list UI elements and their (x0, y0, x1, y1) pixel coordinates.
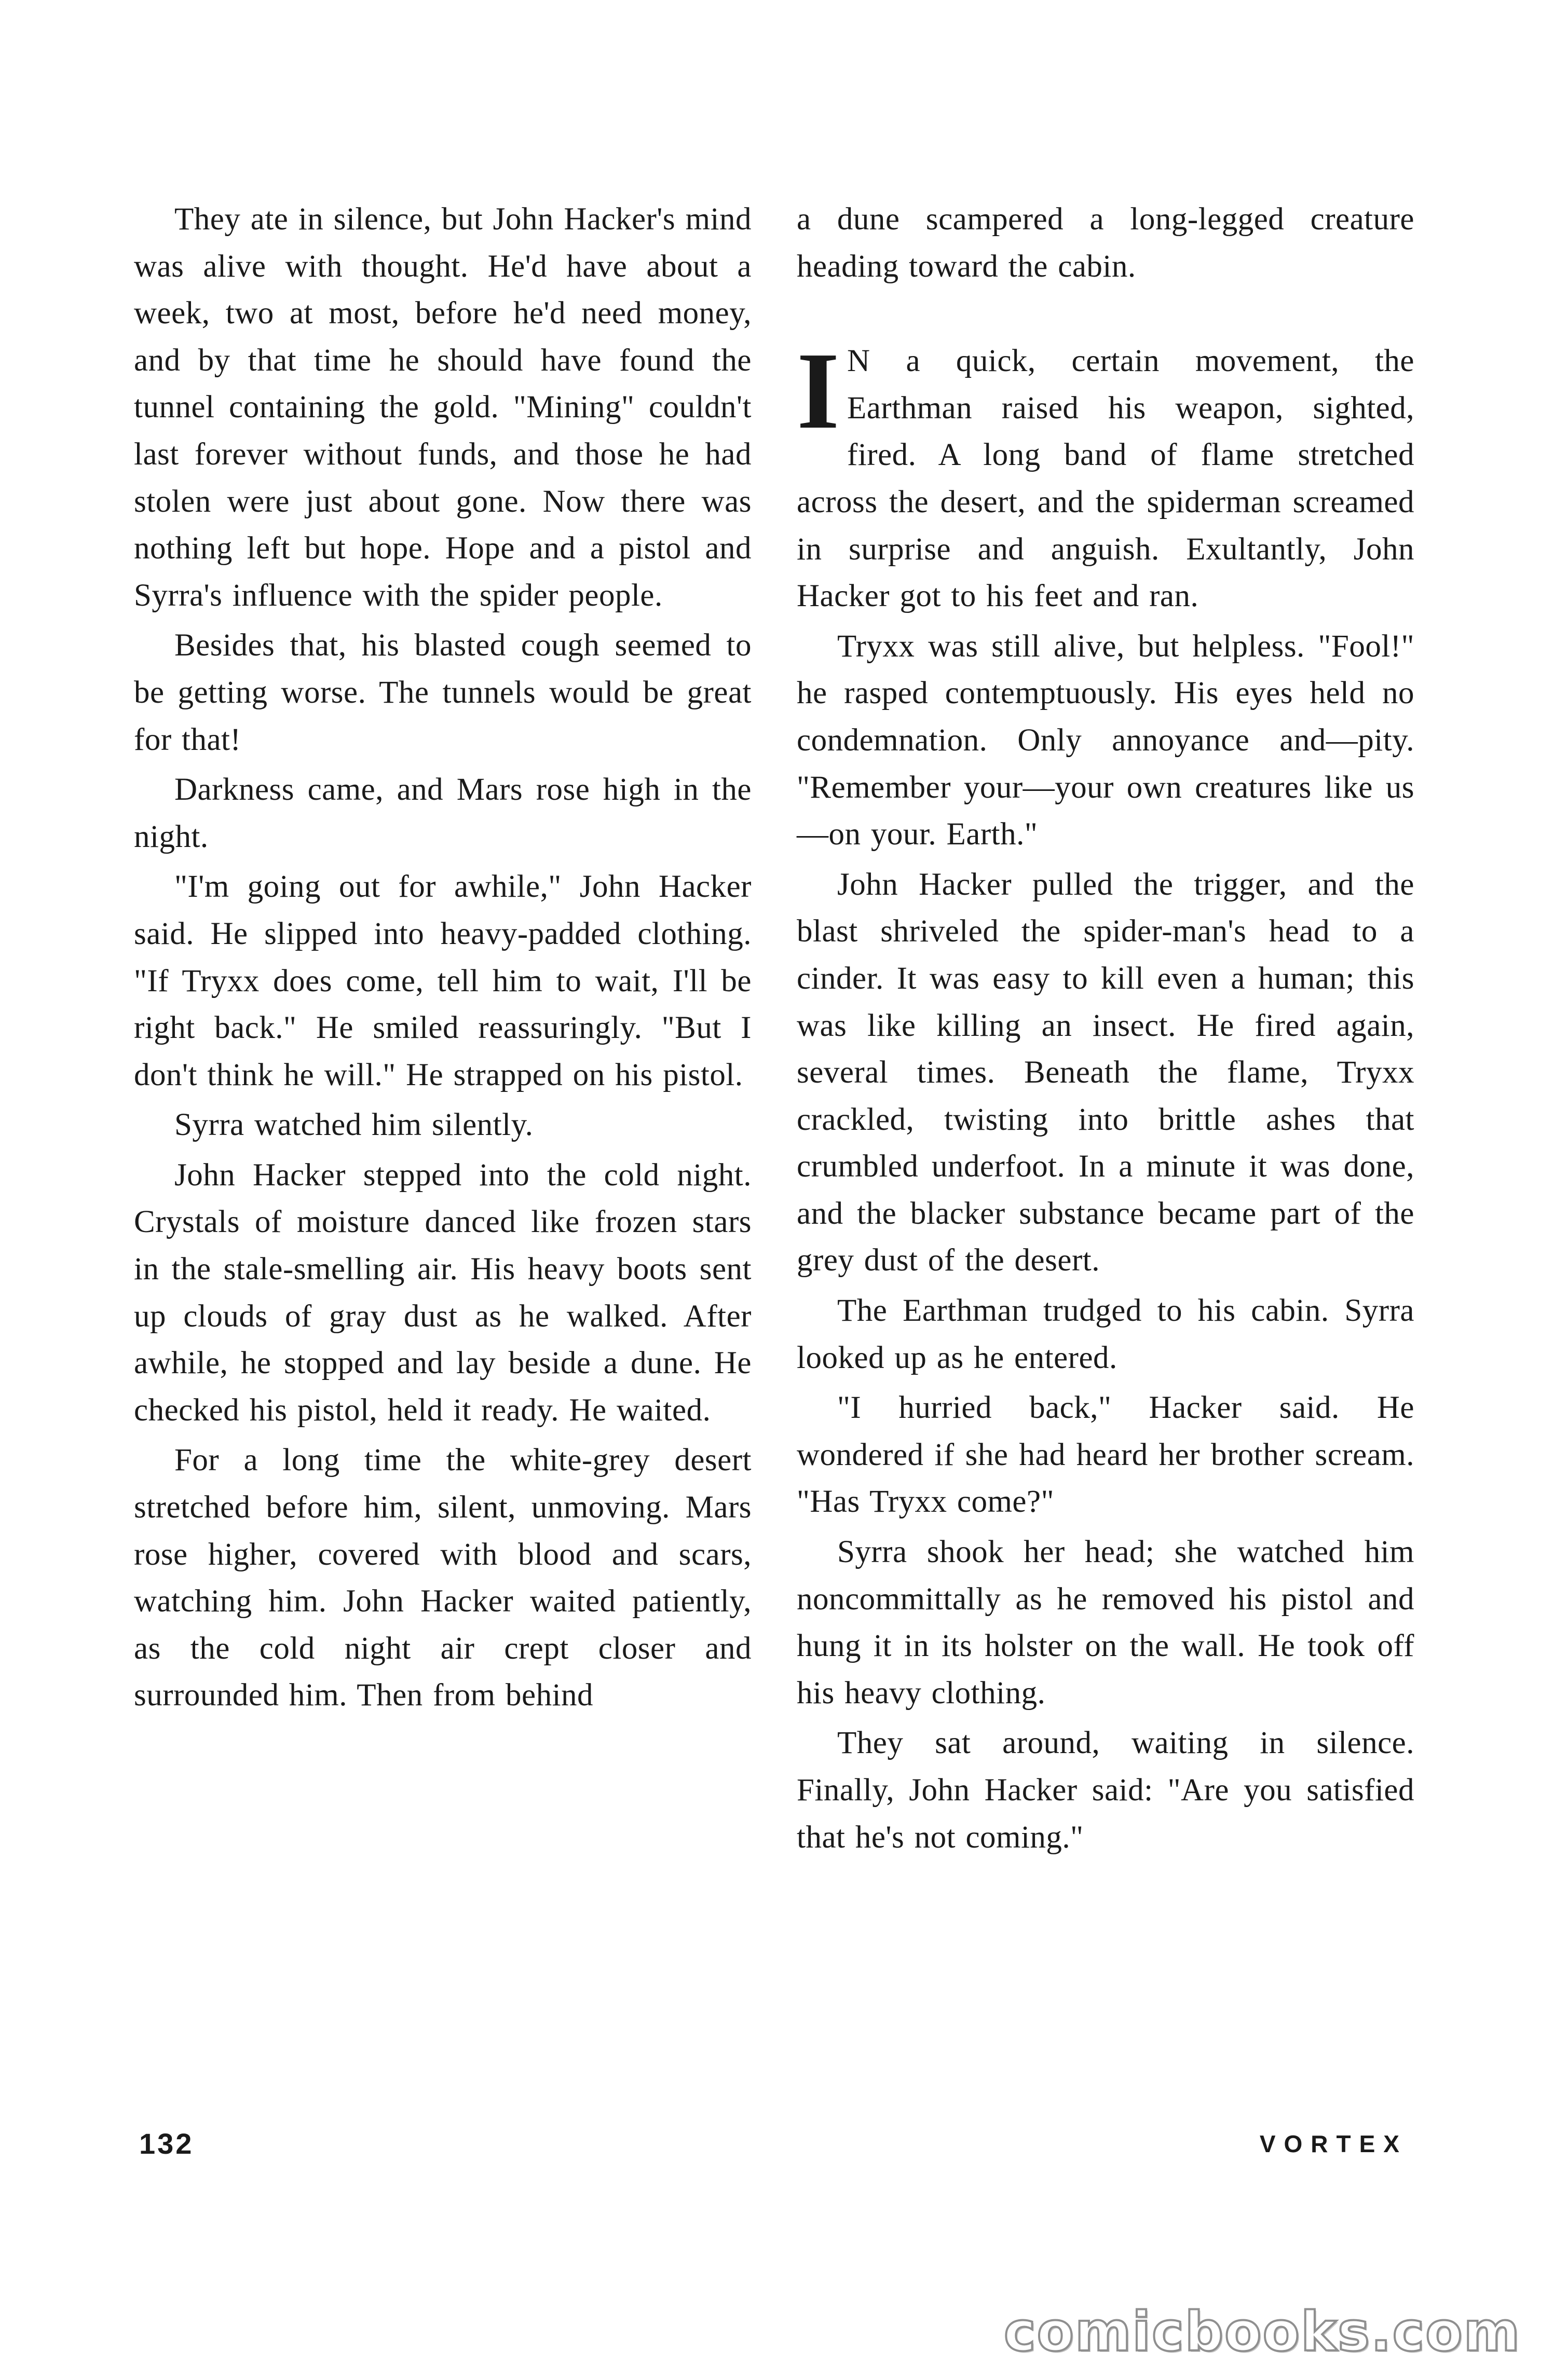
magazine-name: VORTEX (1259, 2130, 1408, 2157)
paragraph: For a long time the white-grey desert stretched before him, silent, unmoving. Mars rose higher, covered with blood and scars, watching him. John Hacker waited patiently, as the cold night air crept closer and surrounded him. Then from behind (134, 1443, 752, 1713)
section-opening-text: N a quick, certain movement, the Earthman raised his weapon, sighted, fired. A long band of flame stretched across the desert, and the spiderman screamed in surprise and anguish. Exultantly, John Hacker got to his feet and ran. (797, 344, 1414, 614)
paragraph: Besides that, his blasted cough seemed to be getting worse. The tunnels would be great for that! (134, 628, 752, 757)
paragraph: The Earthman trudged to his cabin. Syrra looked up as he entered. (797, 1293, 1414, 1375)
paragraph: They sat around, waiting in silence. Finally, John Hacker said: "Are you satisfied that he's not coming." (797, 1726, 1414, 1855)
section-opening-paragraph (797, 330, 1414, 620)
paragraph: Tryxx was still alive, but helpless. "Fool!" he rasped contemptuously. His eyes held no condemnation. Only annoyance and—pity. "Remember your—your own creatures like us—on your. Earth." (797, 628, 1414, 852)
left-column (134, 196, 752, 1722)
paragraph: John Hacker pulled the trigger, and the blast shriveled the spider-man's head to a cinder. It was easy to kill even a human; this was like killing an insect. He fired again, several times. Beneath the flame, Tryxx crackled, twisting into brittle ashes that crumbled underfoot. In a minute it was done, and the blacker substance became part of the grey dust of the desert. (797, 867, 1414, 1278)
paragraph: John Hacker stepped into the cold night. Crystals of moisture danced like frozen stars in the stale-smelling air. His heavy boots sent up clouds of gray dust as he walked. After awhile, he stopped and lay beside a dune. He checked his pistol, held it ready. He waited. (134, 1157, 752, 1428)
paragraph: Syrra shook her head; she watched him noncommittally as he removed his pistol and hung it in its holster on the wall. He took off his heavy clothing. (797, 1535, 1414, 1711)
page-number: 132 (139, 2127, 194, 2160)
right-column (797, 196, 1414, 1864)
drop-cap: I (797, 330, 840, 452)
paragraph: "I hurried back," Hacker said. He wondered if she had heard her brother scream. "Has Tryxx come?" (797, 1390, 1414, 1520)
watermark: comicbooks.com (1003, 2300, 1521, 2363)
paragraph: "I'm going out for awhile," John Hacker said. He slipped into heavy-padded clothing. "If Tryxx does come, tell him to wait, I'll be right back." He smiled reassuringly. "But I don't think he will." He strapped on his pistol. (134, 869, 752, 1092)
paragraph: They ate in silence, but John Hacker's mind was alive with thought. He'd have about a week, two at most, before he'd need money, and by that time he should have found the tunnel containing the gold. "Mining" couldn't last forever without funds, and those he had stolen were just about gone. Now there was nothing left but hope. Hope and a pistol and Syrra's influence with the spider people. (134, 202, 752, 613)
paragraph: Syrra watched him silently. (174, 1107, 534, 1143)
paragraph: Darkness came, and Mars rose high in the night. (134, 772, 752, 854)
continuation-paragraph: a dune scampered a long-legged creature heading toward the cabin. (797, 202, 1414, 284)
